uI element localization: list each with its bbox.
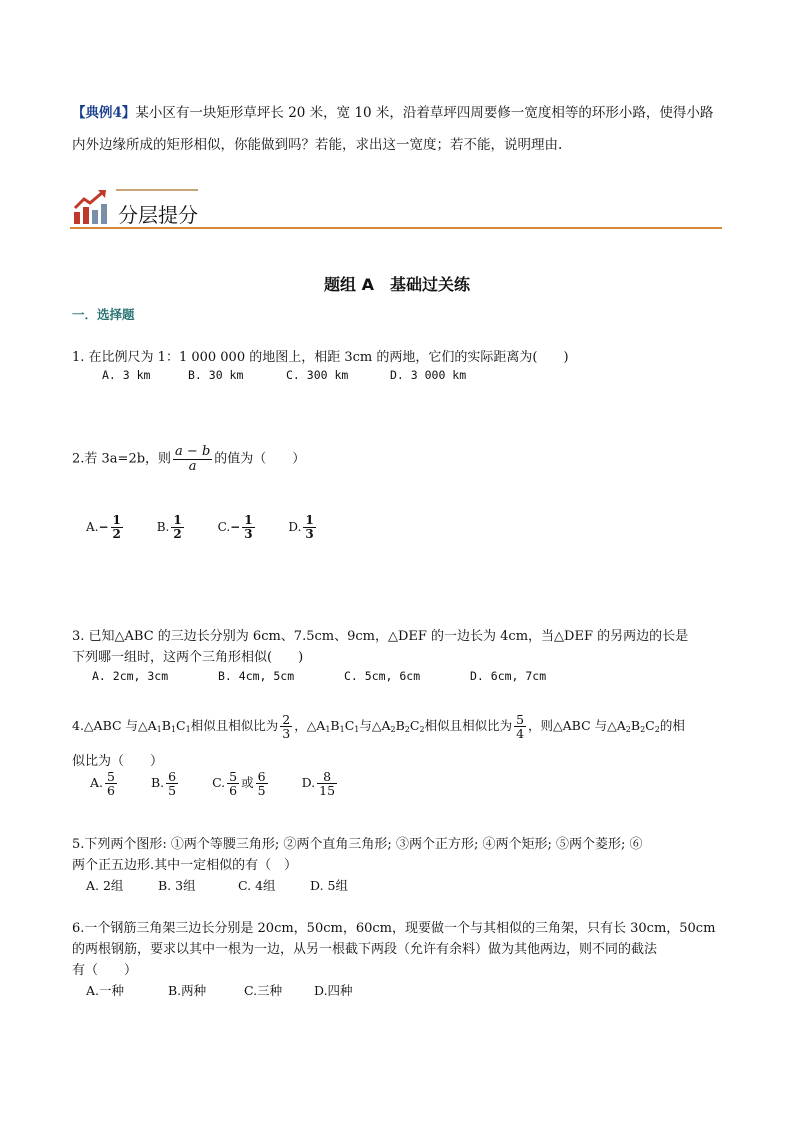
q2-option-b: B. $\frac{1}{2}$ <box>156 513 182 541</box>
question-3-options <box>92 669 546 683</box>
section-title: 分层提分 <box>118 203 198 227</box>
chart-growth-icon <box>72 188 108 226</box>
q2-stem-post: 的值为（ ） <box>214 451 306 467</box>
question-6-line1: 6.一个钢筋三角架三边长分别是 20cm，50cm，60cm，现要做一个与其相似的三角架，只有长 30cm，50cm <box>72 921 716 936</box>
q4-option-b: B. $\frac{6}{5}$ <box>150 769 177 799</box>
q1-option-a: A. 3 km <box>102 368 151 382</box>
example-line2: 内外边缘所成的矩形相似，你能做到吗？若能，求出这一宽度；若不能，说明理由. <box>72 137 563 153</box>
group-title: 题组 A 基础过关练 <box>324 275 470 294</box>
question-6-line3: 有（ ） <box>72 963 138 978</box>
q3-option-c: C. 5cm, 6cm <box>344 669 421 683</box>
q2-frac-num: a − b <box>175 444 211 459</box>
section-header <box>70 186 722 230</box>
q4-option-c: C. $\frac{5}{6}$ 或 $\frac{6}{5}$ <box>212 769 266 799</box>
q4-option-a: A. $\frac{5}{6}$ <box>90 769 115 799</box>
question-3-line1: 3. 已知△ABC 的三边长分别为 6cm、7.5cm、9cm，△DEF 的一边长为 4cm，当△DEF 的另两边的长是 <box>72 629 689 644</box>
question-5-line1: 5.下列两个图形: ①两个等腰三角形; ②两个直角三角形; ③两个正方形; ④两个矩形; ⑤两个菱形; ⑥ <box>72 837 643 852</box>
question-4-line2: 似比为（ ） <box>72 754 164 769</box>
q5-option-a: A. 2组 <box>86 878 124 893</box>
example-label: 【典例4】 <box>72 105 136 121</box>
q1-option-c: C. 300 km <box>286 368 349 382</box>
question-4-options <box>90 770 339 797</box>
q2-option-d: D. $\frac{1}{3}$ <box>288 513 314 541</box>
q4-ratio-2: $\frac{5}{4}$ <box>516 711 525 741</box>
q1-option-d: D. 3 000 km <box>390 368 467 382</box>
example-line1: 某小区有一块矩形草坪长 20 米，宽 10 米，沿着草坪四周要修一宽度相等的环形小路，使得小路 <box>135 105 714 121</box>
question-4-line1: 4.△ABC 与$\triangle A_1B_1C_1$相似且相似比为 $\frac{2}{3}$ ，$\triangle A_1B_1C_1$与$\triangle A_2B_2C_2$相似且相似比为 $\frac{5}{4}$ ，则△ABC 与$\triangle A_2B_2C_2$的相 <box>72 711 685 741</box>
q4-option-d: D. $\frac{8}{15}$ <box>301 769 336 799</box>
q6-option-c: C.三种 <box>244 983 283 998</box>
q2-stem-pre: 2.若 3a=2b，则 <box>72 451 172 467</box>
q2-option-c: C.− $\frac{1}{3}$ <box>217 513 253 541</box>
question-1-stem: 1. 在比例尺为 1：1 000 000 的地图上，相距 3cm 的两地，它们的实际距离为( ) <box>72 350 569 365</box>
question-5-options <box>86 876 348 894</box>
q6-option-b: B.两种 <box>168 983 207 998</box>
q2-fraction <box>173 445 212 473</box>
question-5-line2: 两个正五边形.其中一定相似的有（ ） <box>72 858 298 873</box>
q2-frac-den: a <box>188 458 197 474</box>
question-6-options <box>86 981 353 999</box>
q5-option-c: C. 4组 <box>238 878 276 893</box>
q3-option-b: B. 4cm, 5cm <box>218 669 295 683</box>
q4-ratio-1: $\frac{2}{3}$ <box>282 711 291 741</box>
question-3-line2: 下列哪一组时，这两个三角形相似( ) <box>72 650 304 665</box>
q1-option-b: B. 30 km <box>188 368 244 382</box>
question-2-stem <box>72 445 305 474</box>
q2-option-a: A.− $\frac{1}{2}$ <box>86 513 121 541</box>
q3-option-a: A. 2cm, 3cm <box>92 669 169 683</box>
question-1-options <box>102 368 466 382</box>
question-6-line2: 的两根钢筋，要求以其中一根为一边，从另一根截下两段（允许有余料）做为其他两边，则不同的截法 <box>72 942 658 957</box>
q6-option-a: A.一种 <box>86 983 125 998</box>
q5-option-b: B. 3组 <box>158 878 196 893</box>
q6-option-d: D.四种 <box>314 983 353 998</box>
category-label: 一．选择题 <box>72 307 135 322</box>
q3-option-d: D. 6cm, 7cm <box>470 669 547 683</box>
example-4 <box>72 101 713 121</box>
question-2-options <box>86 514 318 540</box>
q5-option-d: D. 5组 <box>310 878 348 893</box>
